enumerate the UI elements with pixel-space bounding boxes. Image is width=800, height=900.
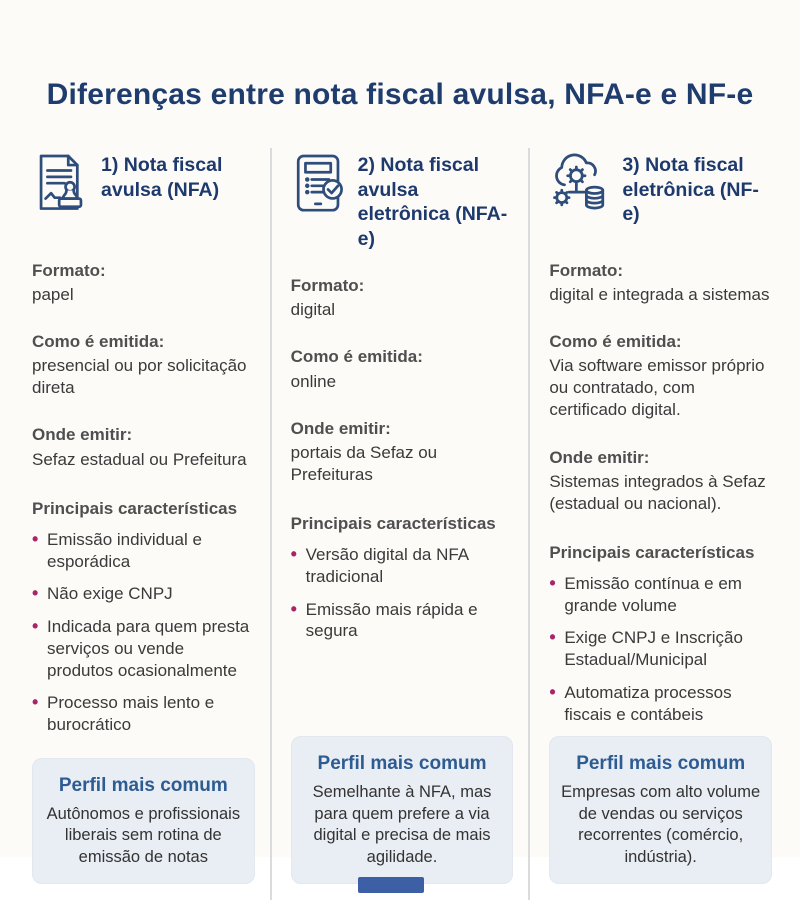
column-nfe bbox=[543, 148, 774, 900]
field-label: Onde emitir: bbox=[290, 418, 391, 438]
caracteristicas-label: Principais características bbox=[549, 542, 755, 562]
caracteristicas-label: Principais características bbox=[32, 498, 238, 518]
perfil-box bbox=[32, 758, 255, 884]
field-value: presencial ou por solicitação direta bbox=[32, 356, 247, 398]
field-label: Formato: bbox=[290, 276, 365, 296]
list-item: • Versão digital da NFA tradicional bbox=[291, 544, 514, 588]
footer-mark bbox=[358, 877, 424, 893]
field-value: digital bbox=[290, 300, 336, 320]
list-item: • Automatiza processos fiscais e contábeis bbox=[549, 682, 772, 726]
caracteristicas-label: Principais características bbox=[290, 513, 496, 533]
caracteristicas-list bbox=[291, 544, 514, 642]
perfil-box bbox=[549, 736, 772, 884]
field-label: Como é emitida: bbox=[549, 332, 682, 352]
field-label: Formato: bbox=[549, 261, 623, 280]
field-value: papel bbox=[32, 285, 74, 305]
field-value: online bbox=[290, 371, 337, 391]
field-formato bbox=[32, 260, 255, 306]
field-label: Como é emitida: bbox=[290, 347, 423, 367]
column-nfa bbox=[26, 148, 257, 900]
list-item: • Processo mais lento e burocrático bbox=[32, 692, 255, 736]
field-onde-emitir bbox=[291, 418, 514, 486]
caracteristicas-section bbox=[291, 513, 514, 653]
perfil-title: Perfil mais comum bbox=[576, 753, 746, 775]
perfil-title: Perfil mais comum bbox=[58, 774, 228, 796]
field-value: Sefaz estadual ou Prefeitura bbox=[32, 449, 247, 469]
field-formato bbox=[549, 260, 772, 306]
field-formato bbox=[291, 275, 514, 321]
column-divider bbox=[270, 148, 272, 900]
document-stamp-icon bbox=[32, 152, 90, 218]
column-nfae bbox=[285, 148, 516, 900]
field-label: Formato: bbox=[32, 261, 106, 280]
list-item: • Emissão individual e esporádica bbox=[32, 529, 255, 573]
field-como-emitida bbox=[549, 331, 772, 421]
list-item: • Exige CNPJ e Inscrição Estadual/Municipal bbox=[549, 627, 772, 671]
cloud-gears-database-icon bbox=[549, 152, 611, 214]
perfil-text: Semelhante à NFA, mas para quem prefere a via digital e precisa de mais agilidade. bbox=[312, 783, 492, 866]
field-como-emitida bbox=[32, 331, 255, 399]
caracteristicas-list bbox=[549, 573, 772, 726]
field-label: Onde emitir: bbox=[32, 425, 133, 445]
column-nfa-title: 1) Nota fiscal avulsa (NFA) bbox=[101, 154, 223, 201]
caracteristicas-section bbox=[549, 542, 772, 737]
list-item: • Emissão contínua e em grande volume bbox=[549, 573, 772, 617]
column-divider bbox=[528, 148, 530, 900]
caracteristicas-list bbox=[32, 529, 255, 736]
field-value: digital e integrada a sistemas bbox=[549, 285, 770, 305]
perfil-title: Perfil mais comum bbox=[317, 753, 487, 775]
list-item: • Indicada para quem presta serviços ou vende produtos ocasionalmente bbox=[32, 616, 255, 681]
column-nfae-header bbox=[291, 150, 514, 251]
field-value: Sistemas integrados à Sefaz (estadual ou nacional). bbox=[549, 471, 766, 513]
perfil-box bbox=[291, 736, 514, 884]
page-title: Diferenças entre nota fiscal avulsa, NFA-e e NF-e bbox=[46, 78, 754, 111]
field-como-emitida bbox=[291, 346, 514, 392]
list-item: • Emissão mais rápida e segura bbox=[291, 599, 514, 643]
perfil-text: Autônomos e profissionais liberais sem rotina de emissão de notas bbox=[46, 804, 241, 866]
field-value: portais da Sefaz ou Prefeituras bbox=[290, 442, 438, 484]
column-nfe-title: 3) Nota fiscal eletrônica (NF-e) bbox=[622, 154, 759, 226]
field-label: Como é emitida: bbox=[32, 332, 165, 352]
column-nfae-title: 2) Nota fiscal avulsa eletrônica (NFA-e) bbox=[357, 154, 508, 250]
field-onde-emitir bbox=[549, 447, 772, 515]
comparison-columns bbox=[26, 148, 774, 900]
field-value: Via software emissor próprio ou contratado, com certificado digital. bbox=[549, 356, 765, 420]
field-label: Onde emitir: bbox=[549, 447, 650, 467]
list-item: • Não exige CNPJ bbox=[32, 583, 255, 605]
column-nfe-header bbox=[549, 150, 772, 236]
caracteristicas-section bbox=[32, 498, 255, 747]
column-nfa-header bbox=[32, 150, 255, 236]
tablet-checklist-icon bbox=[291, 152, 347, 216]
perfil-text: Empresas com alto volume de vendas ou serviços recorrentes (comércio, indústria). bbox=[561, 783, 761, 866]
field-onde-emitir bbox=[32, 424, 255, 470]
